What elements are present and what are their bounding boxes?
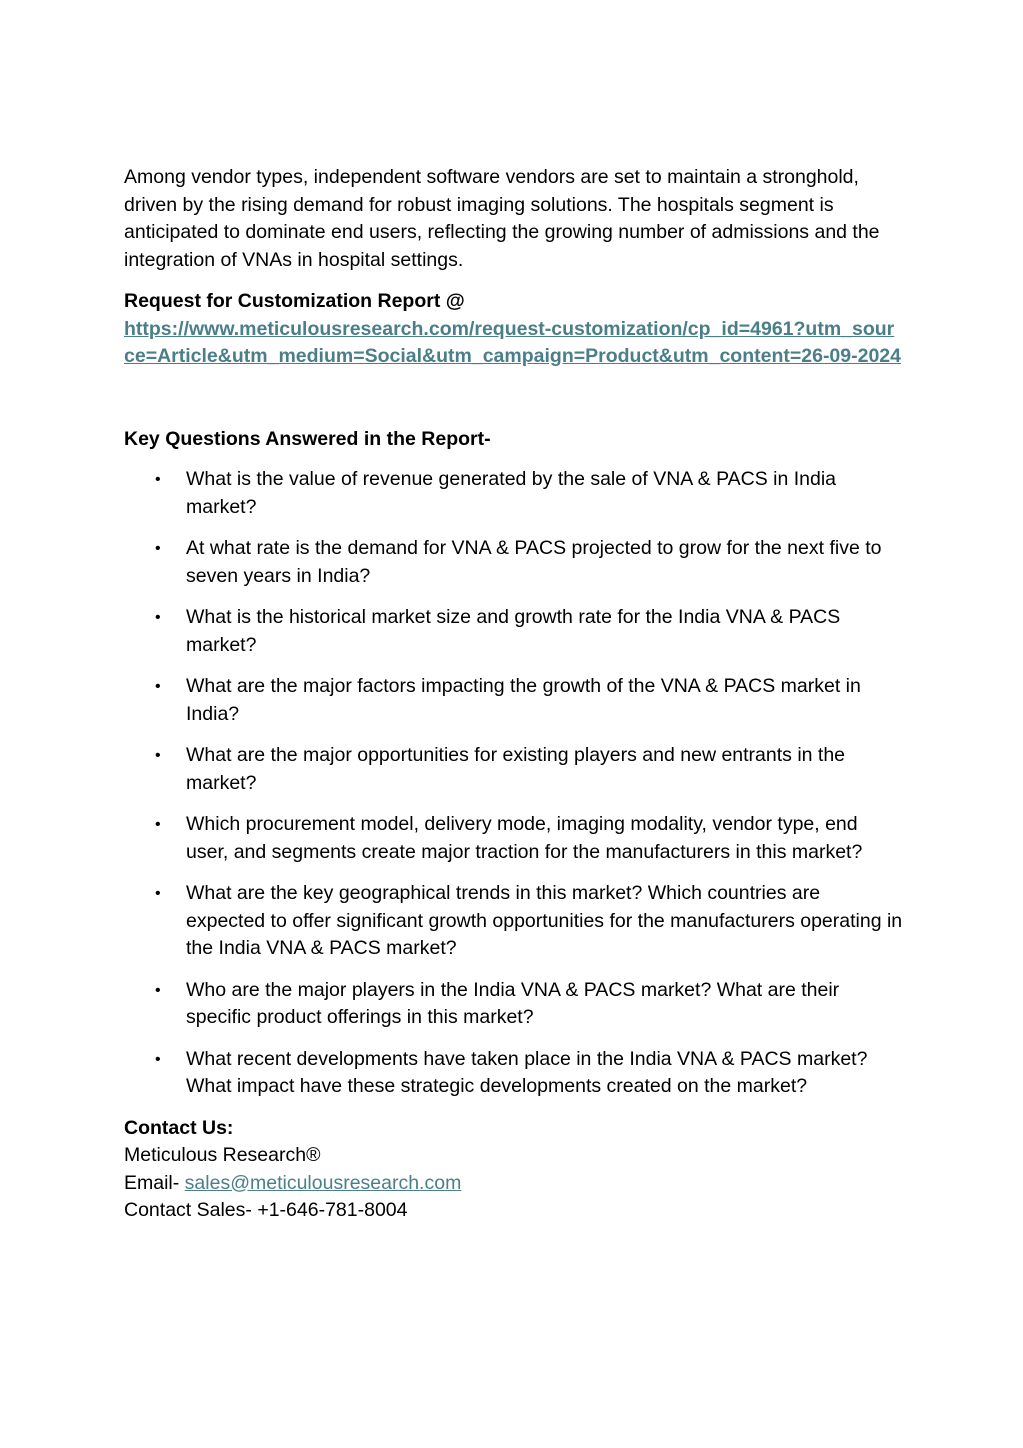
list-item [124, 880, 904, 963]
question-text: What are the key geographical trends in this market? Which countries are expected to offer significant growth opportunities for the manufacturers operating in the India VNA & PACS market? [186, 882, 903, 959]
bullet-icon: • [155, 471, 161, 488]
email-label: Email- [124, 1171, 185, 1194]
key-questions-list [124, 466, 904, 1101]
list-item [124, 535, 904, 590]
list-item [124, 742, 904, 797]
document-body [124, 164, 904, 1225]
bullet-icon: • [155, 609, 161, 626]
list-item [124, 811, 904, 866]
bullet-icon: • [155, 747, 161, 764]
question-text: What is the value of revenue generated by the sale of VNA & PACS in India market? [186, 468, 837, 518]
list-item [124, 466, 904, 521]
list-item [124, 604, 904, 659]
sales-label: Contact Sales- [124, 1199, 258, 1221]
question-text: What recent developments have taken place in the India VNA & PACS market? What impact have these strategic developments created on the market? [186, 1047, 868, 1097]
question-text: At what rate is the demand for VNA & PACS projected to grow for the next five to seven years in India? [186, 537, 882, 587]
question-text: What are the major factors impacting the growth of the VNA & PACS market in India? [186, 675, 861, 725]
email-line [124, 1170, 904, 1198]
list-item [124, 1046, 904, 1101]
email-link[interactable]: sales@meticulousresearch.com [184, 1171, 462, 1194]
key-questions-heading: Key Questions Answered in the Report- [124, 427, 491, 450]
bullet-icon: • [155, 816, 161, 833]
question-text: What are the major opportunities for existing players and new entrants in the market? [186, 744, 846, 794]
question-text: What is the historical market size and growth rate for the India VNA & PACS market? [186, 606, 841, 656]
sales-phone: +1-646-781-8004 [257, 1199, 408, 1221]
bullet-icon: • [155, 981, 161, 999]
bullet-icon: • [155, 885, 161, 902]
bullet-icon: • [155, 540, 161, 557]
contact-heading: Contact Us: [124, 1116, 234, 1139]
customization-link[interactable]: https://www.meticulousresearch.com/request-customization/cp_id=4961?utm_source=Article&utm_medium=Social&utm_campaign=Product&utm_content=26-09-2024 [124, 317, 902, 367]
bullet-icon: • [155, 678, 161, 695]
company-name: Meticulous Research® [124, 1144, 321, 1166]
question-text: Which procurement model, delivery mode, imaging modality, vendor type, end user, and segments create major traction for the manufacturers in this market? [186, 813, 863, 863]
intro-paragraph: Among vendor types, independent software vendors are set to maintain a stronghold, driven by the rising demand for robust imaging solutions. The hospitals segment is anticipated to dominate end users, reflecting the growing number of admissions and the integration of VNAs in hospital settings. [124, 166, 880, 271]
bullet-icon: • [155, 1050, 161, 1068]
sales-line [124, 1197, 904, 1225]
list-item [124, 977, 904, 1032]
customization-label: Request for Customization Report @ [124, 290, 465, 312]
list-item [124, 673, 904, 728]
question-text: Who are the major players in the India VNA & PACS market? What are their specific product offerings in this market? [186, 978, 840, 1028]
